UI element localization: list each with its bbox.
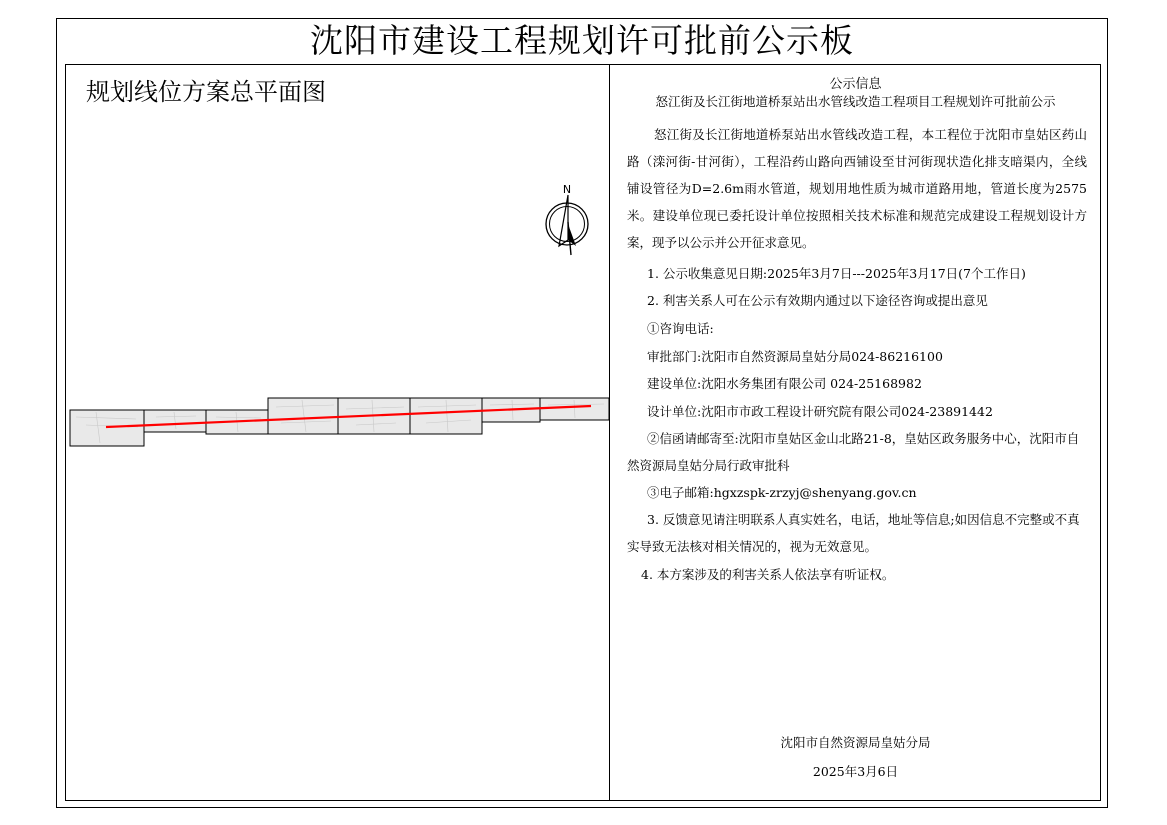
email-contact: ③电子邮箱:hgxzspk-zrzyj@shenyang.gov.cn bbox=[647, 485, 917, 500]
board-content bbox=[65, 64, 1101, 801]
issuer-name: 沈阳市自然资源局皇姑分局 bbox=[780, 735, 931, 750]
designer-contact: 设计单位:沈阳市市政工程设计研究院有限公司024-23891442 bbox=[647, 404, 993, 419]
issue-date: 2025年3月6日 bbox=[812, 764, 899, 779]
builder-contact: 建设单位:沈阳水务集团有限公司 024-25168982 bbox=[647, 376, 922, 391]
notice-item-3: 3. 反馈意见请注明联系人真实姓名，电话，地址等信息;如因信息不完整或不真实导致无法核对相关情况的，视为无效意见。 bbox=[627, 512, 1080, 554]
approval-dept-contact: 审批部门:沈阳市自然资源局皇姑分局024-86216100 bbox=[647, 349, 943, 364]
notice-item-4: 4. 本方案涉及的利害关系人依法享有听证权。 bbox=[641, 567, 895, 582]
map-title: 规划线位方案总平面图 bbox=[86, 78, 326, 106]
notice-subtitle: 怒江街及长江街地道桥泵站出水管线改造工程项目工程规划许可批前公示 bbox=[655, 94, 1056, 109]
notice-intro: 怒江街及长江街地道桥泵站出水管线改造工程，本工程位于沈阳市皇姑区药山路（滦河街-甘河街），工程沿药山路向西铺设至甘河街现状造化排支暗渠内，全线铺设管径为D=2.6m雨水管道，规划用地性质为城市道路用地，管道长度为2575米。建设单位现已委托设计单位按照相关技术标准和规范完成建设工程规划设计方案，现予以公示并公开征求意见。 bbox=[627, 127, 1087, 250]
north-label: N bbox=[562, 183, 572, 196]
notice-intro-block bbox=[627, 121, 1087, 256]
notice-board bbox=[56, 18, 1108, 808]
notice-panel bbox=[611, 65, 1100, 800]
notice-item-1: 1. 公示收集意见日期:2025年3月7日---2025年3月17日(7个工作日) bbox=[647, 266, 1026, 281]
consult-phone-label: ①咨询电话: bbox=[647, 321, 714, 336]
pipeline-route-map bbox=[66, 395, 610, 455]
notice-item-2: 2. 利害关系人可在公示有效期内通过以下途径咨询或提出意见 bbox=[647, 293, 988, 308]
board-title: 沈阳市建设工程规划许可批前公示板 bbox=[310, 21, 854, 60]
mail-address: ②信函请邮寄至:沈阳市皇姑区金山北路21-8，皇姑区政务服务中心，沈阳市自然资源局皇姑分局行政审批科 bbox=[627, 431, 1080, 473]
map-panel bbox=[66, 65, 610, 800]
notice-heading: 公示信息 bbox=[829, 77, 882, 92]
north-arrow-icon bbox=[544, 182, 590, 262]
